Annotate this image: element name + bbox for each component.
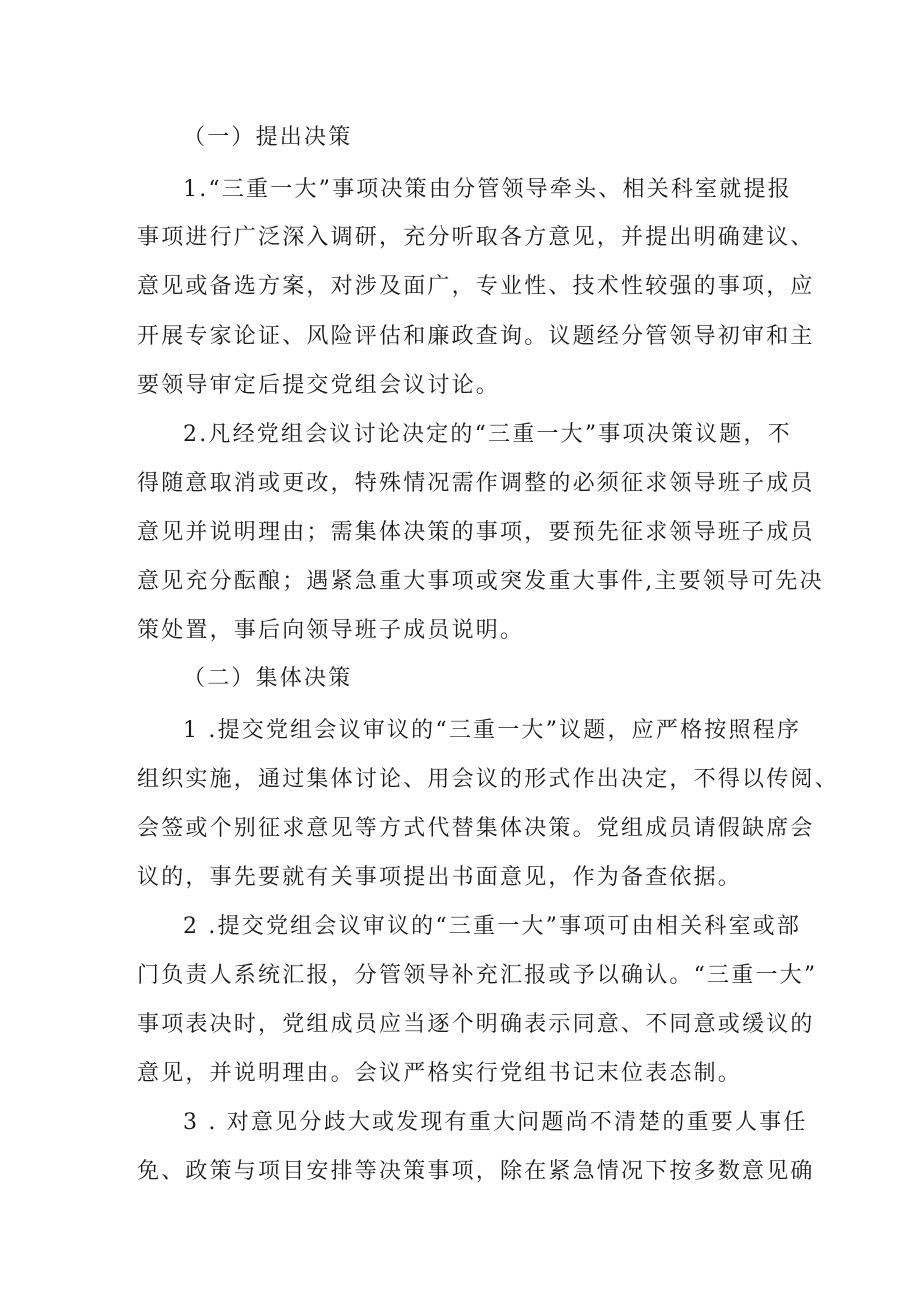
section-heading-1: （一）提出决策 xyxy=(183,125,353,150)
paragraph-line: 组织实施，通过集体讨论、用会议的形式作出决定，不得以传阅、 xyxy=(137,767,839,792)
paragraph-line: 1 .提交党组会议审议的“三重一大”议题，应严格按照程序 xyxy=(183,718,802,743)
paragraph-line: 事项表决时，党组成员应当逐个明确表示同意、不同意或缓议的 xyxy=(137,1012,815,1037)
paragraph-line: 得随意取消或更改，特殊情况需作调整的必须征求领导班子成员 xyxy=(137,471,815,496)
paragraph-line: 意见或备选方案，对涉及面广，专业性、技术性较强的事项，应 xyxy=(137,274,815,299)
paragraph-line: 会签或个别征求意见等方式代替集体决策。党组成员请假缺席会 xyxy=(137,816,815,841)
paragraph-line: 议的，事先要就有关事项提出书面意见，作为备查依据。 xyxy=(137,865,743,890)
paragraph-line: 免、政策与项目安排等决策事项，除在紧急情况下按多数意见确 xyxy=(137,1159,815,1184)
paragraph-line: 2 .提交党组会议审议的“三重一大”事项可由相关科室或部 xyxy=(183,914,802,939)
paragraph-line: 意见充分酝酿；遇紧急重大事项或突发重大事件,主要领导可先决 xyxy=(137,569,824,594)
paragraph-line: 门负责人系统汇报，分管领导补充汇报或予以确认。“三重一大” xyxy=(137,963,818,988)
paragraph-line: 2.凡经党组会议讨论决定的“三重一大”事项决策议题，不 xyxy=(183,422,792,447)
paragraph-line: 开展专家论证、风险评估和廉政查询。议题经分管领导初审和主 xyxy=(137,324,815,349)
paragraph-line: 意见，并说明理由。会议严格实行党组书记末位表态制。 xyxy=(137,1061,743,1086)
section-heading-2: （二）集体决策 xyxy=(183,666,353,691)
paragraph-line: 3 . 对意见分歧大或发现有重大问题尚不清楚的重要人事任 xyxy=(183,1110,808,1135)
paragraph-line: 事项进行广泛深入调研，充分听取各方意见，并提出明确建议、 xyxy=(137,225,815,250)
paragraph-line: 策处置，事后向领导班子成员说明。 xyxy=(137,618,525,643)
paragraph-line: 要领导审定后提交党组会议讨论。 xyxy=(137,373,501,398)
paragraph-line: 意见并说明理由；需集体决策的事项，要预先征求领导班子成员 xyxy=(137,520,815,545)
paragraph-line: 1.“三重一大”事项决策由分管领导牵头、相关科室就提报 xyxy=(183,177,792,202)
